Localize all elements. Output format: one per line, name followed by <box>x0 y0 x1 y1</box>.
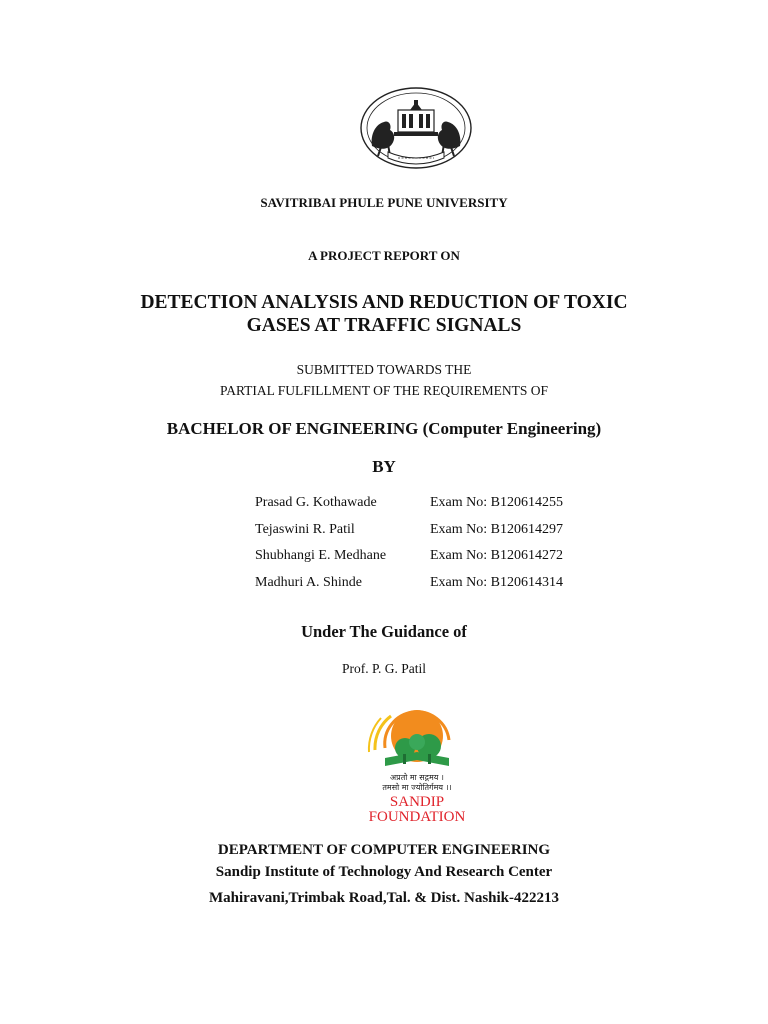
logo-motto-line-2: तमसो मा ज्योतिर्गमय ।। <box>382 783 452 792</box>
degree-name <box>0 419 768 439</box>
student-name: Madhuri A. Shinde <box>255 574 362 590</box>
institute-address: Mahiravani,Trimbak Road,Tal. & Dist. Nashik-422213 <box>208 890 560 906</box>
student-row <box>255 522 615 549</box>
logo-motto-line-1: अप्रतो मा सद्गमय । <box>390 773 444 782</box>
department-name: DEPARTMENT OF COMPUTER ENGINEERING <box>217 842 551 858</box>
submitted-line-1: SUBMITTED TOWARDS THE <box>296 362 472 377</box>
project-title-line-2: GASES AT TRAFFIC SIGNALS <box>246 315 522 336</box>
report-intro: A PROJECT REPORT ON <box>308 248 460 263</box>
logo-name-line-2: FOUNDATION <box>368 809 466 825</box>
student-exam-no: Exam No: B120614314 <box>430 574 563 590</box>
project-title-line-1: DETECTION ANALYSIS AND REDUCTION OF TOXIC <box>140 292 628 313</box>
institute-name: Sandip Institute of Technology And Research Center <box>215 864 553 880</box>
sandip-foundation-logo <box>345 700 490 828</box>
student-list <box>255 495 615 601</box>
student-name: Tejaswini R. Patil <box>255 521 355 537</box>
guidance-label: Under The Guidance of <box>301 622 467 641</box>
student-row <box>255 575 615 602</box>
by-label: BY <box>372 457 396 476</box>
student-row <box>255 495 615 522</box>
student-row <box>255 548 615 575</box>
student-name: Shubhangi E. Medhane <box>255 548 387 563</box>
student-exam-no: Exam No: B120614297 <box>430 521 563 537</box>
university-name: SAVITRIBAI PHULE PUNE UNIVERSITY <box>260 195 508 210</box>
student-exam-no: Exam No: B120614272 <box>430 548 563 563</box>
student-exam-no: Exam No: B120614255 <box>430 495 563 510</box>
project-title <box>0 291 768 337</box>
degree-text: BACHELOR OF ENGINEERING (Computer Engineering) <box>166 419 602 438</box>
guide-name: Prof. P. G. Patil <box>341 661 426 676</box>
university-seal-logo <box>358 86 474 170</box>
student-name: Prasad G. Kothawade <box>255 495 377 510</box>
submitted-line-2: PARTIAL FULFILLMENT OF THE REQUIREMENTS OF <box>219 383 549 398</box>
logo-name-line-1: SANDIP <box>389 794 445 810</box>
